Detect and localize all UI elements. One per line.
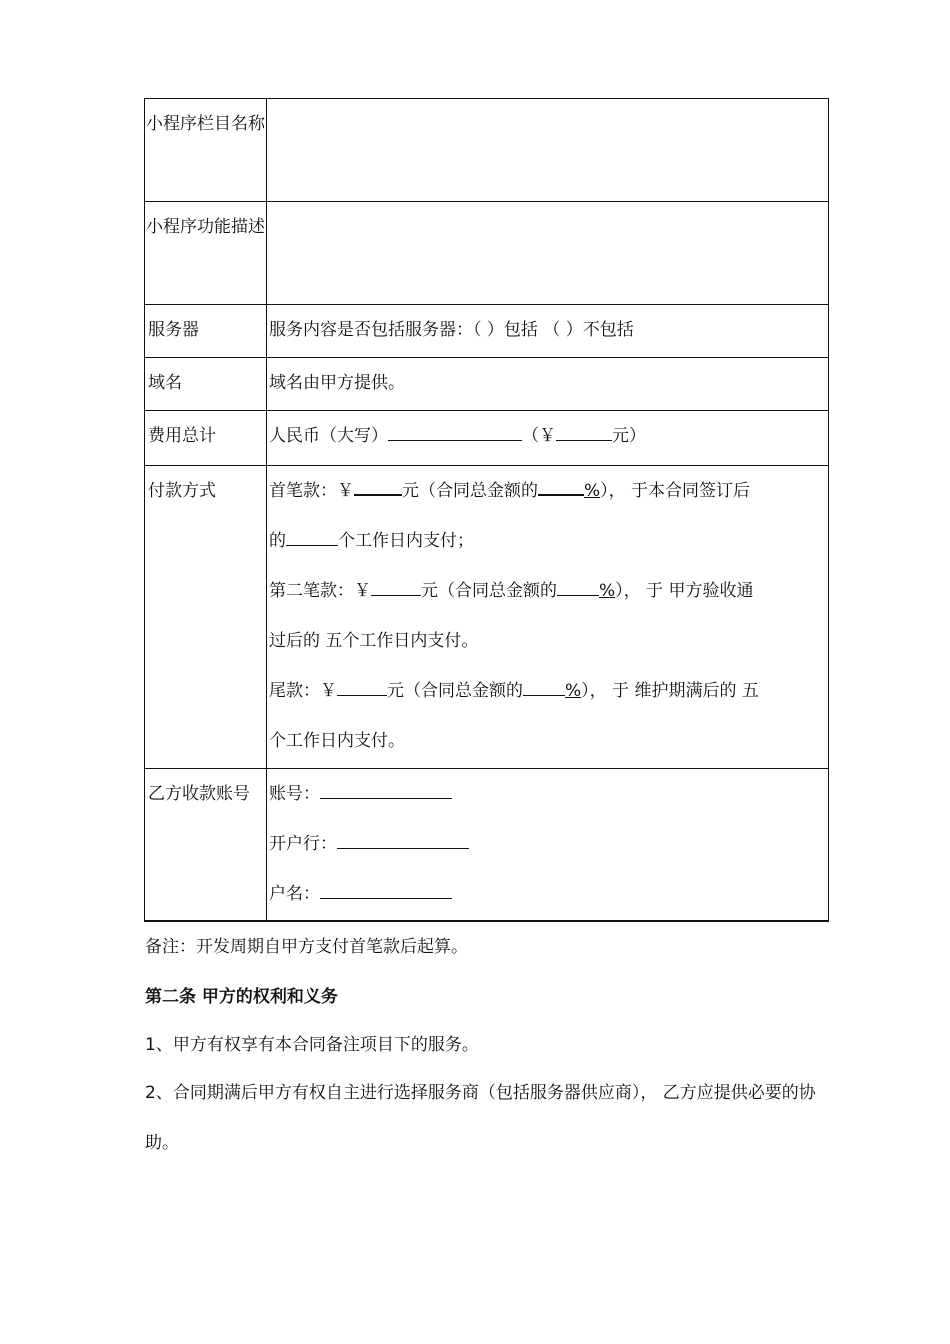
row-label-payment-method: 付款方式 [145,466,267,769]
payment-text: 的 [269,531,286,551]
row-label-server: 服务器 [145,305,267,358]
remark-note: 备注：开发周期自甲方支付首笔款后起算。 [145,937,468,957]
table-row [145,305,829,358]
payment-text: 过后的 五个工作日内支付。 [269,631,479,651]
table-row [145,769,829,921]
row-value-server: 服务内容是否包括服务器：（ ）包括 （ ）不包括 [267,305,829,358]
payment-blank [354,478,402,496]
payment-blank [371,579,421,596]
section-heading: 第二条 甲方的权利和义务 [145,987,338,1007]
payment-text: 第二笔款：￥ [269,581,371,601]
payment-text: 元（合同总金额的 [402,481,538,501]
percent-blank [523,679,565,696]
days-blank [286,529,338,546]
account-number-label: 账号： [269,784,320,804]
row-label-mini-program-column-name: 小程序栏目名称 [145,99,267,202]
payment-line-first-cont [269,516,820,566]
bank-name-blank [337,832,469,849]
account-number-blank [320,782,452,799]
row-value-bank-account [267,769,829,921]
payment-text: 元（合同总金额的 [421,581,557,601]
bank-name-line [269,819,820,869]
percent-sign: % [599,581,616,601]
table-row [145,202,829,305]
account-holder-label: 户名： [269,884,320,904]
amount-number-blank [556,424,612,441]
table-row [145,358,829,411]
row-value-domain: 域名由甲方提供。 [267,358,829,411]
account-holder-line [269,869,820,919]
payment-text: ）， 于 甲方验收通 [615,581,754,601]
contract-table [144,98,829,922]
payment-line-final [269,666,820,716]
payment-text: 尾款：￥ [269,681,337,701]
payment-text: 元（合同总金额的 [387,681,523,701]
paragraph-1: 1、甲方有权享有本合同备注项目下的服务。 [145,1035,479,1055]
percent-sign: % [584,481,601,501]
total-fee-suffix: 元） [612,426,646,446]
row-label-domain: 域名 [145,358,267,411]
percent-blank [557,579,599,596]
table-row [145,99,829,202]
table-row [145,466,829,769]
percent-sign: % [565,681,582,701]
account-number-line [269,769,820,819]
payment-text: ）， 于本合同签订后 [600,481,751,501]
payment-line-first [269,466,820,516]
payment-text: ）， 于 维护期满后的 五 [581,681,759,701]
amount-uppercase-blank [388,424,522,441]
paragraph-2: 2、合同期满后甲方有权自主进行选择服务商（包括服务器供应商）， 乙方应提供必要的协助。 [145,1083,816,1153]
total-fee-mid: （￥ [522,426,556,446]
percent-blank [538,478,584,496]
row-value-mini-program-column-name [267,99,829,202]
payment-text: 个工作日内支付； [338,531,474,551]
table-row [145,411,829,466]
total-fee-prefix: 人民币（大写） [269,426,388,446]
row-label-function-description: 小程序功能描述 [145,202,267,305]
row-value-total-fee [267,411,829,466]
row-value-payment-method [267,466,829,769]
account-holder-blank [320,882,452,899]
payment-line-second [269,566,820,616]
bank-name-label: 开户行： [269,834,337,854]
row-label-bank-account: 乙方收款账号 [145,769,267,921]
row-value-function-description [267,202,829,305]
payment-line-final-cont [269,716,820,766]
payment-blank [337,679,387,696]
payment-text: 个工作日内支付。 [269,731,405,751]
payment-line-second-cont [269,616,820,666]
row-label-total-fee: 费用总计 [145,411,267,466]
payment-text: 首笔款：￥ [269,481,354,501]
